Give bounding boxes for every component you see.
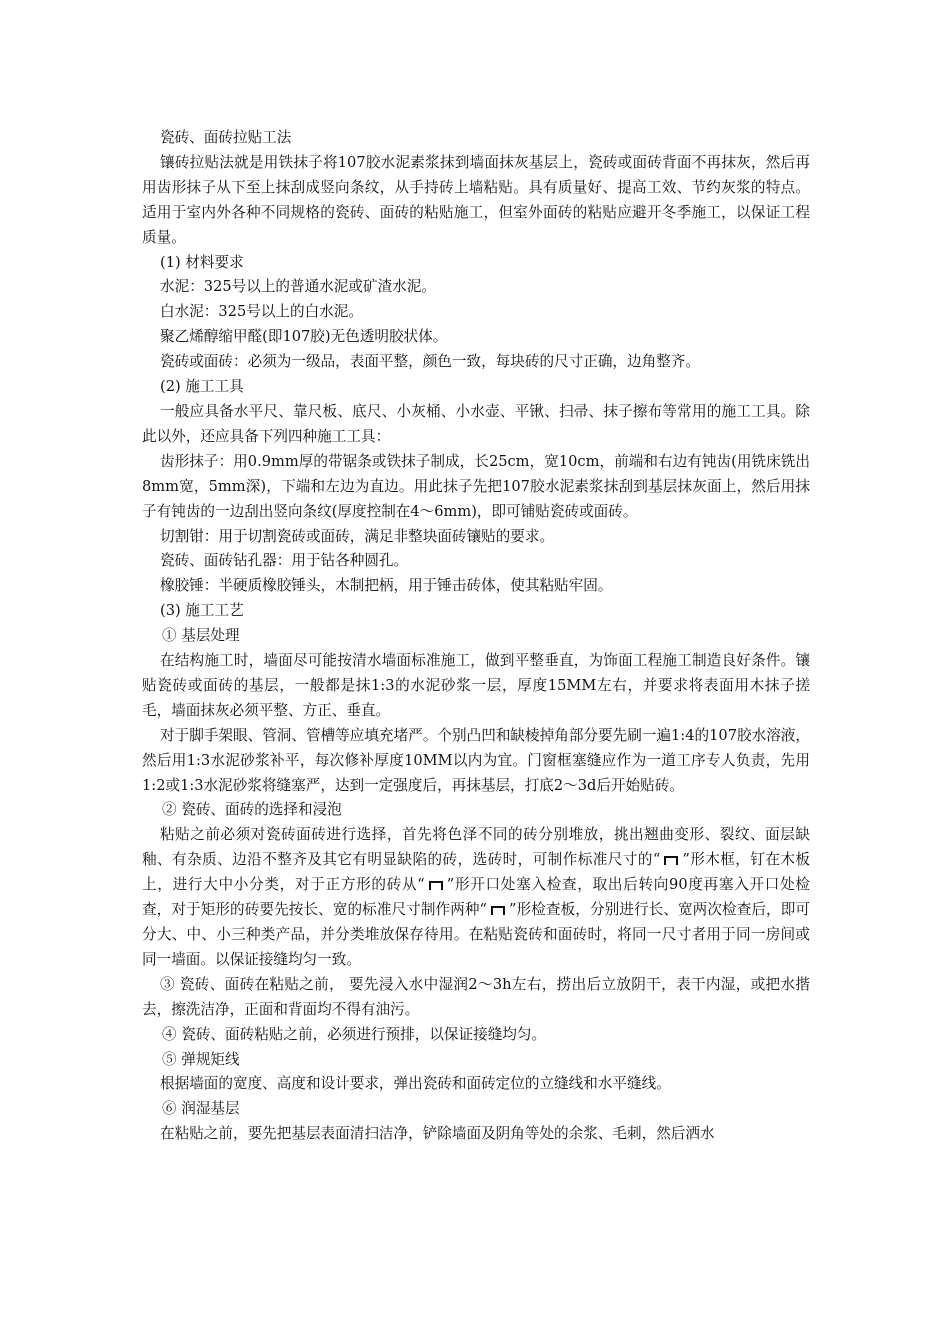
section-materials-heading: (1) 材料要求	[160, 253, 244, 271]
step-2-text: ”形检查板，分别进行长、宽两次检查后，即可分大、中、小三种类产品，并分类堆放保存待用。在粘贴瓷砖和面砖时，将同一尺寸者用于同一房间或同一墙面。以保证接缝均匀一致。	[142, 901, 810, 968]
tools-intro-paragraph: 一般应具备水平尺、靠尺板、底尺、小灰桶、小水壶、平锹、扫帚、抹子擦布等常用的施工工具。除此以外，还应具备下列四种施工工具：	[142, 402, 810, 445]
material-item: 水泥：325号以上的普通水泥或矿渣水泥。	[160, 278, 436, 296]
material-item: 白水泥：325号以上的白水泥。	[160, 303, 363, 321]
step-2-text: ”形木框，钉在木板上，进行大中小分类，对于正方形的砖从“	[142, 851, 810, 894]
step-3-paragraph: ③ 瓷砖、面砖在粘贴之前， 要先浸入水中湿润2～3h左右，捞出后立放阴干，表干内湿，或把水揩去，擦洗洁净，正面和背面均不得有油污。	[142, 975, 810, 1018]
section-process-heading: (3) 施工工艺	[160, 602, 244, 620]
tool-item: 切割钳：用于切割瓷砖或面砖，满足非整块面砖镶贴的要求。	[160, 527, 555, 545]
tool-item: 橡胶锤：半硬质橡胶锤头，木制把柄，用于锤击砖体，使其粘贴牢固。	[160, 577, 613, 595]
step-6-paragraph: 在粘贴之前，要先把基层表面清扫洁净，铲除墙面及阴角等处的余浆、毛刺，然后洒水	[160, 1125, 715, 1143]
step-6-title: ⑥ 润湿基层	[162, 1100, 240, 1118]
tool-item: 齿形抹子：用0.9mm厚的带锯条或铁抹子制成，长25cm，宽10cm，前端和右边有钝齿(用铣床铣出8mm宽，5mm深)，下端和左边为直边。用此抹子先把107胶水泥素浆抹刮到基层抹灰面上，然后用抹子有钝齿的一边刮出竖向条纹(厚度控制在4～6mm)，即可铺贴瓷砖或面砖。	[142, 452, 810, 520]
step-2-text: 粘贴之前必须对瓷砖面砖进行选择，首先将色泽不同的砖分别堆放，挑出翘曲变形、裂纹、面层缺釉、有杂质、边沿不整齐及其它有明显缺陷的砖，选砖时，可制作标准尺寸的“	[142, 826, 810, 869]
intro-paragraph: 镶砖拉贴法就是用铁抹子将107胶水泥素浆抹到墙面抹灰基层上，瓷砖或面砖背面不再抹灰，然后再用齿形抹子从下至上抹刮成竖向条纹，从手持砖上墙粘贴。具有质量好、提高工效、节约灰浆的特点。适用于室内外各种不同规格的瓷砖、面砖的粘贴施工，但室外面砖的粘贴应避开冬季施工，以保证工程质量。	[142, 153, 810, 246]
step-2-title: ② 瓷砖、面砖的选择和浸泡	[162, 801, 342, 819]
step-1-paragraph: 对于脚手架眼、管洞、管槽等应填充堵严。个别凸凹和缺棱掉角部分要先刷一遍1:4的107胶水溶液， 然后用1:3水泥砂浆补平，每次修补厚度10MM以内为宜。门窗框塞缝应作为一道工序专人负责，先用1:2或1:3水泥砂浆将缝塞严，达到一定强度后，再抹基层，打底2～3d后开始贴砖。	[142, 726, 810, 794]
material-item: 瓷砖或面砖：必须为一级品，表面平整，颜色一致，每块砖的尺寸正确，边角整齐。	[160, 353, 700, 371]
frame-shape-icon	[429, 881, 443, 890]
tool-item: 瓷砖、面砖钻孔器：用于钻各种圆孔。	[160, 552, 409, 570]
step-5-title: ⑤ 弹规矩线	[162, 1050, 240, 1068]
step-1-paragraph: 在结构施工时，墙面尽可能按清水墙面标准施工，做到平整垂直，为饰面工程施工制造良好条件。镶贴瓷砖或面砖的基层，一般都是抹1:3的水泥砂浆一层，厚度15MM左右，并要求将表面用木抹子搓毛，墙面抹灰必须平整、方正、垂直。	[142, 652, 810, 719]
step-1-title: ① 基层处理	[162, 627, 240, 645]
frame-shape-icon	[491, 906, 505, 915]
step-4-paragraph: ④ 瓷砖、面砖粘贴之前，必须进行预排，以保证接缝均匀。	[162, 1025, 547, 1043]
material-item: 聚乙烯醇缩甲醛(即107胶)无色透明胶状体。	[160, 328, 448, 346]
document-title: 瓷砖、面砖拉贴工法	[160, 129, 292, 146]
step-2-paragraph	[142, 823, 810, 972]
document-page	[142, 126, 810, 1147]
step-2-text: ”形开口处塞入检查，取出后转向90度再塞入开口处检查，对于矩形的砖要先按长、宽的标准尺寸制作两种“	[142, 876, 810, 919]
step-5-paragraph: 根据墙面的宽度、高度和设计要求，弹出瓷砖和面砖定位的立缝线和水平缝线。	[160, 1075, 671, 1093]
frame-shape-icon	[664, 856, 678, 865]
section-tools-heading: (2) 施工工具	[160, 378, 244, 396]
